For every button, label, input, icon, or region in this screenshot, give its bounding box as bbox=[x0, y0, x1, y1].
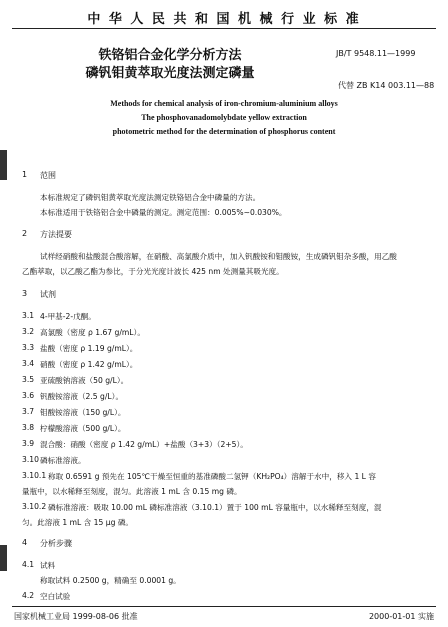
section-title: 分析步骤 bbox=[40, 539, 72, 548]
binding-mark bbox=[0, 150, 7, 180]
paragraph: 量瓶中，以水稀释至刻度，混匀。此溶液 1 mL 含 0.15 mg 磷。 bbox=[22, 487, 242, 496]
section-number: 2 bbox=[22, 229, 28, 238]
item-text: 4-甲基-2-戊酮。 bbox=[40, 312, 96, 321]
item-number: 3.8 bbox=[22, 423, 35, 432]
paragraph: 本标准适用于铁铬铝合金中磷量的测定。测定范围：0.005%~0.030%。 bbox=[40, 208, 287, 217]
item-number: 3.2 bbox=[22, 327, 35, 336]
standard-number: JB/T 9548.11—1999 bbox=[336, 49, 416, 58]
paragraph: 试样经硝酸和盐酸混合酸溶解，在硝酸、高氯酸介质中，加入钒酸铵和钼酸铵，生成磷钒钼杂多酸，用乙酸 bbox=[40, 252, 397, 261]
paragraph: 称取 0.6591 g 预先在 105℃干燥至恒重的基准磷酸二氢钾（KH₂PO₄）溶解于水中，移入 1 L 容 bbox=[48, 472, 376, 481]
item-text: 钼酸铵溶液（150 g/L）。 bbox=[40, 408, 126, 417]
section-title: 范围 bbox=[40, 171, 56, 180]
footer-rule bbox=[12, 606, 436, 607]
item-number: 4.1 bbox=[22, 560, 35, 569]
implementation-date: 2000-01-01 实施 bbox=[368, 612, 434, 621]
item-number: 3.10 bbox=[22, 455, 39, 464]
section-number: 3 bbox=[22, 289, 28, 298]
section-title: 试剂 bbox=[40, 290, 56, 299]
header-rule bbox=[12, 28, 436, 29]
approval-line: 国家机械工业局 1999-08-06 批准 bbox=[14, 612, 138, 621]
cn-title-line1: 铁铬铝合金化学分析方法 bbox=[98, 48, 242, 63]
item-text: 高氯酸（密度 ρ 1.67 g/mL）。 bbox=[40, 328, 145, 337]
item-number: 3.9 bbox=[22, 439, 35, 448]
section-number: 4 bbox=[22, 538, 28, 547]
item-number: 3.10.2 bbox=[22, 502, 47, 511]
paragraph: 磷标准溶液：吸取 10.00 mL 磷标准溶液（3.10.1）置于 100 mL 容量瓶中，以水稀释至刻度，混 bbox=[48, 503, 382, 512]
item-number: 3.5 bbox=[22, 375, 35, 384]
paragraph: 匀。此溶液 1 mL 含 15 μg 磷。 bbox=[22, 518, 134, 527]
item-number: 3.3 bbox=[22, 343, 35, 352]
standard-header-title: 中 华 人 民 共 和 国 机 械 行 业 标 准 bbox=[87, 12, 361, 27]
item-number: 3.1 bbox=[22, 311, 35, 320]
item-number: 3.6 bbox=[22, 391, 35, 400]
item-text: 试料 bbox=[40, 561, 56, 570]
item-number: 4.2 bbox=[22, 591, 35, 600]
item-number: 3.10.1 bbox=[22, 471, 47, 480]
item-text: 柠檬酸溶液（500 g/L）。 bbox=[40, 424, 126, 433]
item-number: 3.7 bbox=[22, 407, 35, 416]
en-title-line3: photometric method for the determination of phosphorus content bbox=[112, 127, 336, 136]
en-title-line2: The phosphovanadomolybdate yellow extraction bbox=[141, 113, 307, 122]
cn-title-line2: 磷钒钼黄萃取光度法测定磷量 bbox=[85, 66, 255, 81]
item-text: 亚硫酸钠溶液（50 g/L）。 bbox=[40, 376, 129, 385]
replaced-standard: 代替 ZB K14 003.11—88 bbox=[338, 81, 435, 90]
item-text: 磷标准溶液。 bbox=[40, 456, 86, 465]
item-text: 硝酸（密度 ρ 1.42 g/mL）。 bbox=[40, 360, 138, 369]
paragraph: 乙酯萃取，以乙酸乙酯为参比，于分光光度计波长 425 nm 处测量其吸光度。 bbox=[22, 267, 284, 276]
item-text: 钒酸铵溶液（2.5 g/L）。 bbox=[40, 392, 124, 401]
en-title-line1: Methods for chemical analysis of iron-chromium-aluminium alloys bbox=[110, 99, 338, 108]
item-text: 空白试验 bbox=[40, 592, 71, 601]
paragraph: 称取试料 0.2500 g，精确至 0.0001 g。 bbox=[40, 576, 181, 585]
section-title: 方法提要 bbox=[40, 230, 72, 239]
paragraph: 本标准规定了磷钒钼黄萃取光度法测定铁铬铝合金中磷量的方法。 bbox=[40, 193, 261, 202]
binding-mark bbox=[0, 545, 7, 571]
item-number: 3.4 bbox=[22, 359, 35, 368]
item-text: 混合酸：硝酸（密度 ρ 1.42 g/mL）+盐酸（3+3）（2+5）。 bbox=[40, 440, 248, 449]
item-text: 盐酸（密度 ρ 1.19 g/mL）。 bbox=[40, 344, 138, 353]
section-number: 1 bbox=[22, 170, 28, 179]
